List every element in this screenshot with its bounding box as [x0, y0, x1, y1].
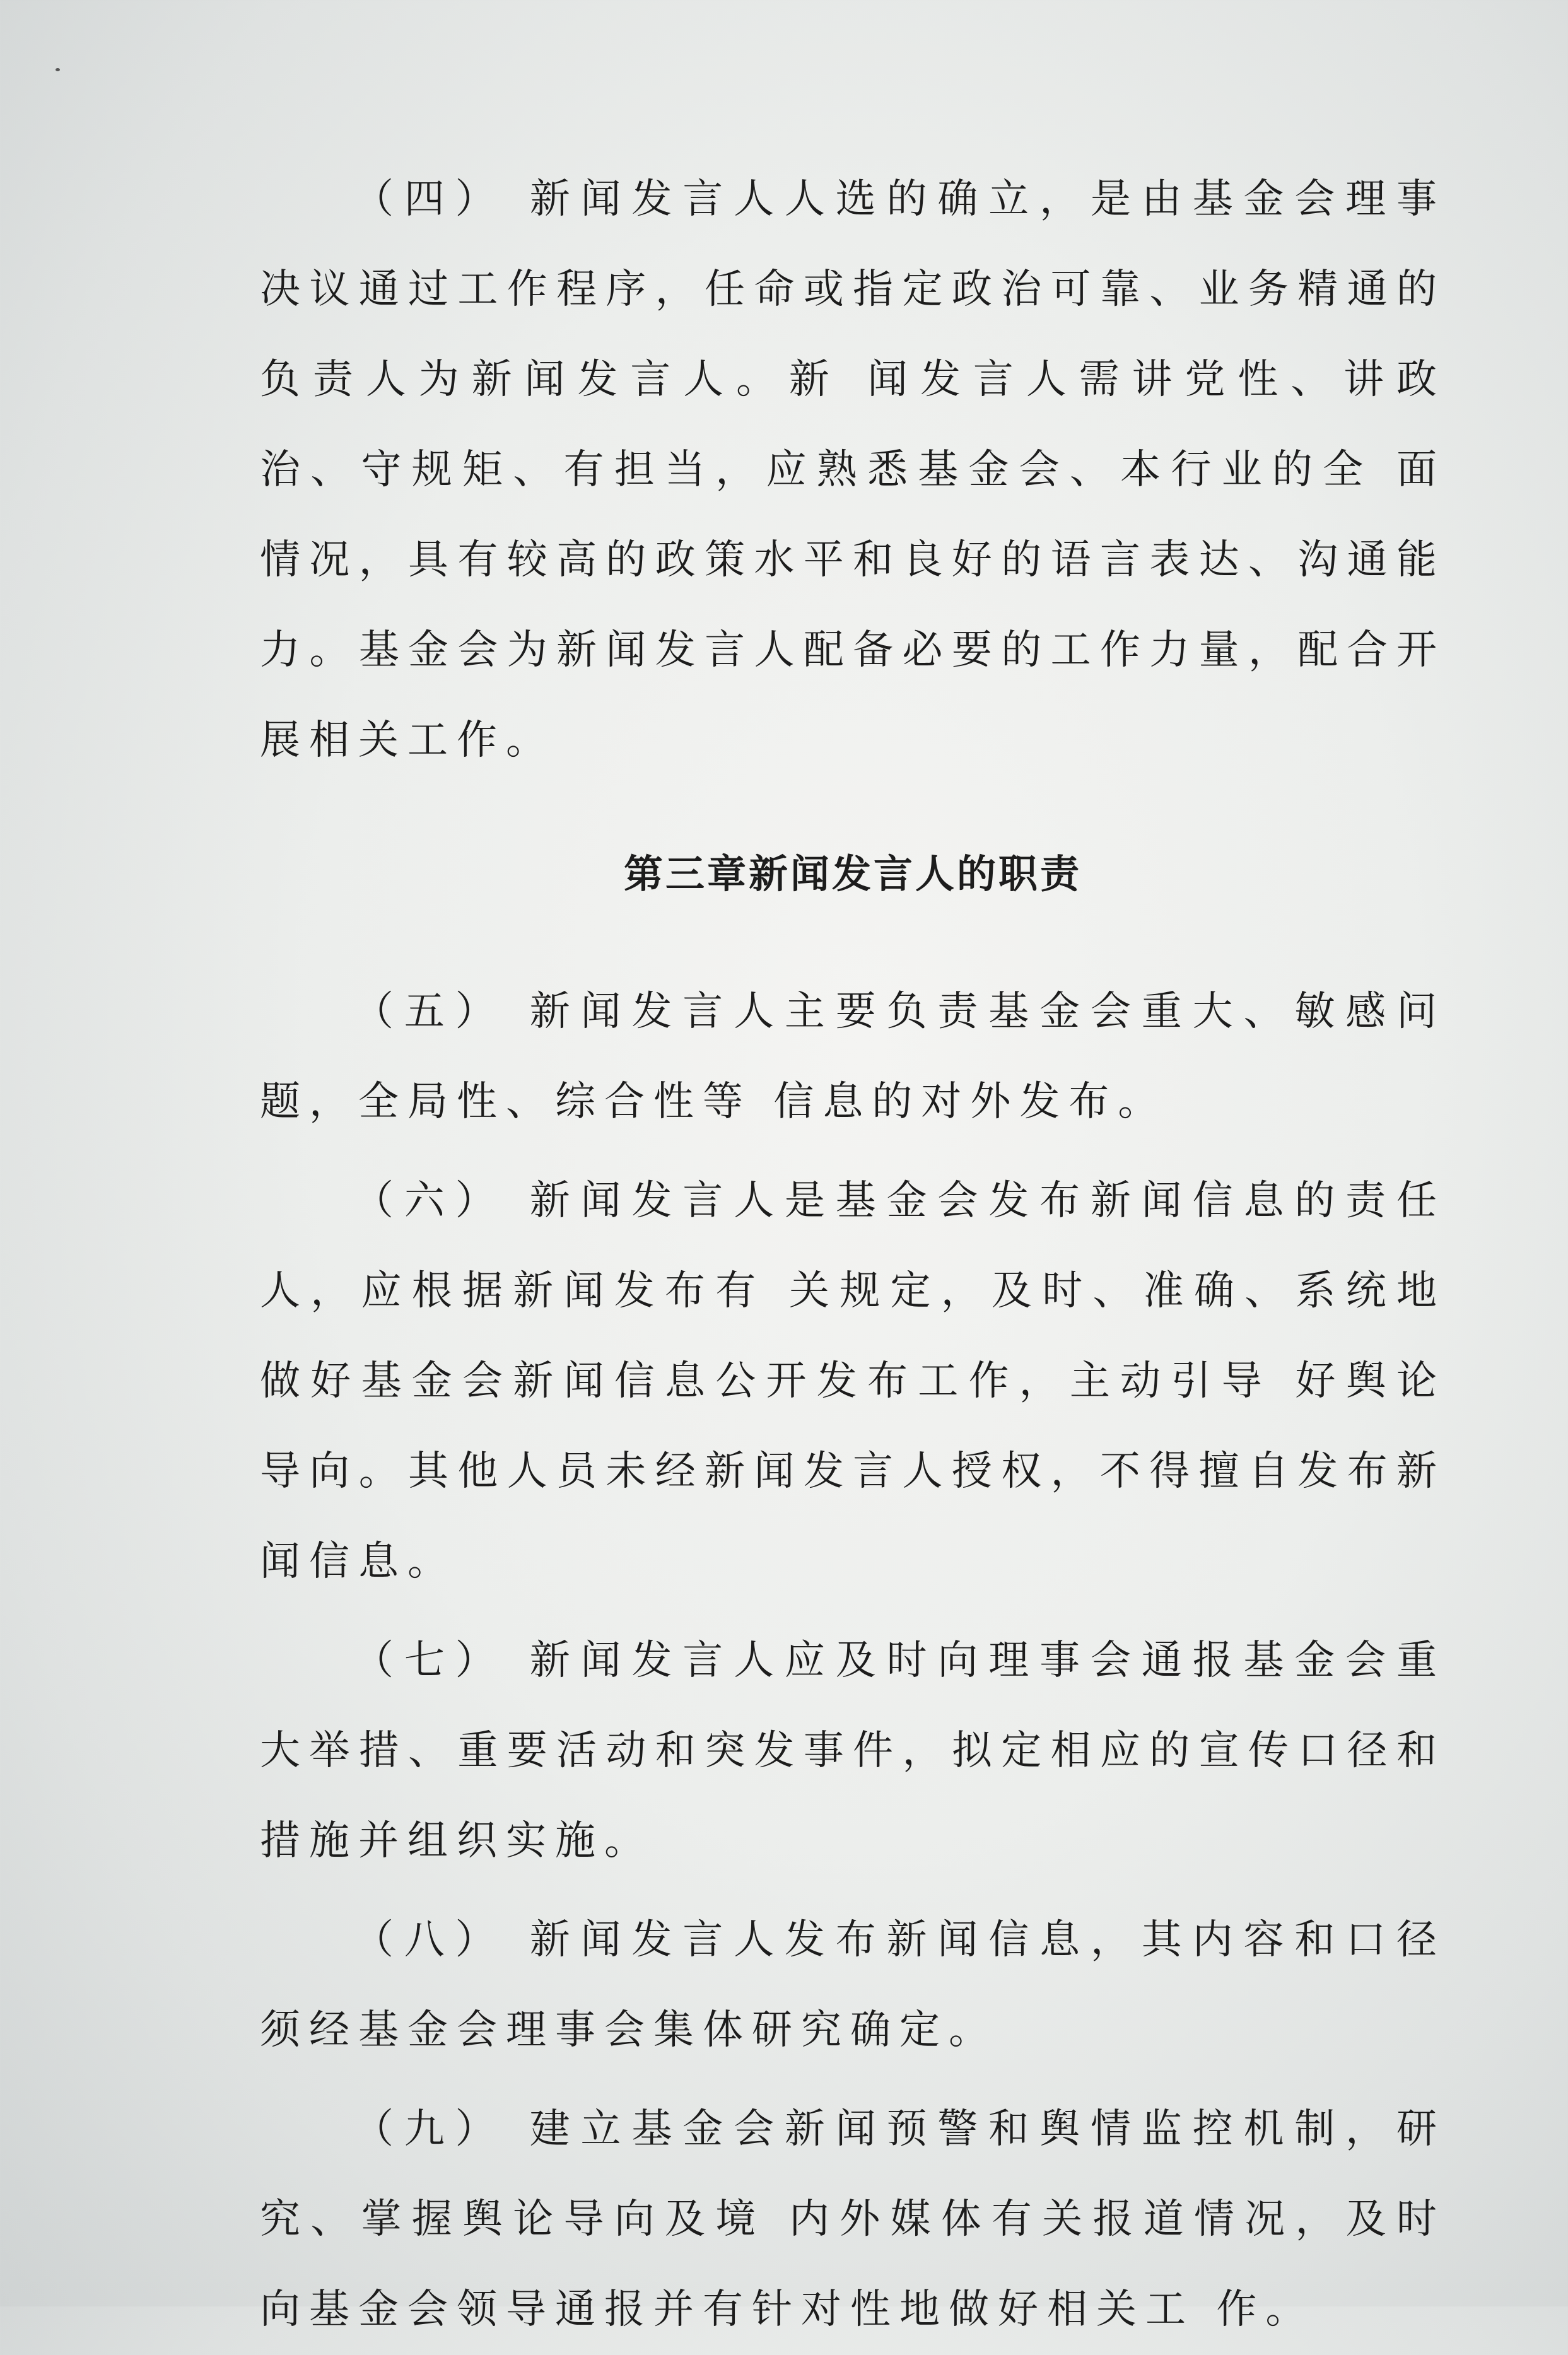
chapter-title: 第三章新闻发言人的职责 — [623, 851, 1082, 897]
paragraph-8: （八） 新闻发言人发布新闻信息，其内容和口径须经基金会理事会集体研究确定。 — [260, 1917, 1446, 2054]
paragraph-4: （四） 新闻发言人人选的确立，是由基金会理事决议通过工作程序，任命或指定政治可靠、业务精通的负责人为新闻发言人。新 闻发言人需讲党性、讲政治、守规矩、有担当，应熟悉基金会、本行业的全 面情况，具有较高的政策水平和良好的语言表达、沟通能力。基金会为新闻发言人配备必要的工作力量，配合开展相关工作。 — [260, 176, 1446, 764]
paragraph-7: （七） 新闻发言人应及时向理事会通报基金会重大举措、重要活动和突发事件，拟定相应的宣传口径和措施并组织实施。 — [260, 1637, 1446, 1864]
paragraph-9: （九） 建立基金会新闻预警和舆情监控机制，研究、掌握舆论导向及境 内外媒体有关报道情况，及时向基金会领导通报并有针对性地做好相关工 作。 — [260, 2106, 1446, 2333]
paragraph-5: （五） 新闻发言人主要负责基金会重大、敏感问题，全局性、综合性等 信息的对外发布。 — [260, 988, 1446, 1125]
scan-speck — [56, 68, 60, 71]
paragraph-6: （六） 新闻发言人是基金会发布新闻信息的责任人，应根据新闻发布有 关规定，及时、准确、系统地做好基金会新闻信息公开发布工作，主动引导 好舆论导向。其他人员未经新闻发言人授权，不得擅自发布新闻信息。 — [260, 1178, 1446, 1585]
document-body — [260, 155, 1446, 2355]
